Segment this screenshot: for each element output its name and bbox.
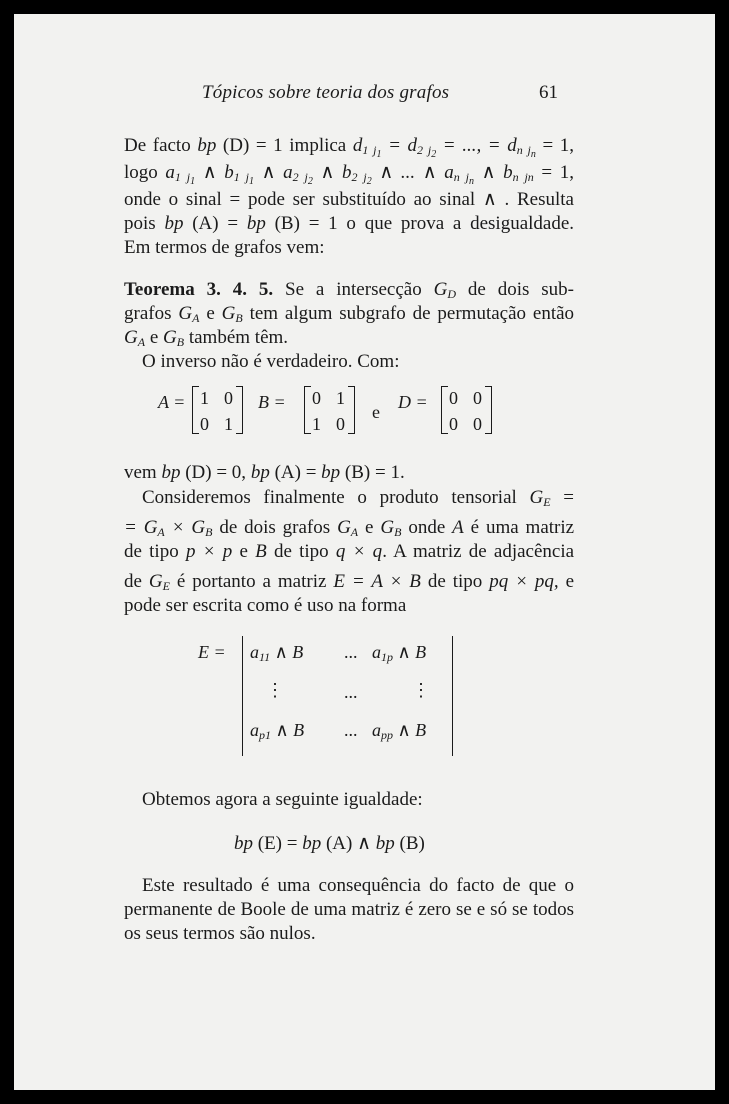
theorem-line4: O inverso não é verdadeiro. Com: bbox=[142, 351, 400, 372]
para1-line1: De facto bp (D) = 1 implica $d_{1 j_1} = d_{2 j_2}$ = ..., = $d_{n j_n} = 1$, bbox=[124, 135, 575, 160]
matrix-b-cell: 1 bbox=[336, 388, 345, 408]
para4-line1: Este resultado é uma consequência do facto de que o bbox=[142, 875, 574, 896]
para1-line4: pois bp (A) = bp (B) = 1 o que prova a desigualdade. bbox=[124, 213, 575, 234]
matrix-e-cell-31: $a_{p1}$ ∧ B bbox=[250, 720, 305, 742]
matrix-d-cell: 0 bbox=[473, 388, 482, 408]
matrix-a-left-bracket bbox=[192, 386, 199, 434]
matrix-a-right-bracket bbox=[236, 386, 243, 434]
para2-line6: pode ser escrita como é uso na forma bbox=[124, 595, 407, 616]
matrix-e-cell-23: ⋮ bbox=[412, 680, 430, 700]
matrix-b-label: B = bbox=[258, 392, 286, 412]
matrix-d-left-bracket bbox=[441, 386, 448, 434]
para1-line3: onde o sinal = pode ser substituído ao sinal ∧ . Resulta bbox=[124, 189, 574, 210]
matrix-d-cell: 0 bbox=[449, 414, 458, 434]
para3-line1: Obtemos agora a seguinte igualdade: bbox=[142, 789, 423, 810]
matrix-a-cell: 0 bbox=[224, 388, 233, 408]
matrix-a-cell: 1 bbox=[200, 388, 209, 408]
matrix-d-label: D = bbox=[398, 392, 428, 412]
para1-line2: logo $a_{1 j_1}$ ∧ $b_{1 j_1}$ ∧ $a_{2 j_2}$ ∧ $b_{2 j_2}$ ∧ ... ∧ $a_{n j_n}$ ∧ $b_{n jn} = 1$, bbox=[124, 162, 575, 187]
matrix-b-left-bracket bbox=[304, 386, 311, 434]
running-header-title: Tópicos sobre teoria dos grafos bbox=[202, 82, 450, 103]
matrix-b-cell: 0 bbox=[312, 388, 321, 408]
matrix-a-cell: 0 bbox=[200, 414, 209, 434]
matrix-d-cell: 0 bbox=[449, 388, 458, 408]
theorem-line2: grafos $G_A$ e $G_B$ tem algum subgrafo de permutação então bbox=[124, 303, 575, 325]
matrix-a-cell: 1 bbox=[224, 414, 233, 434]
matrix-e-right-bar bbox=[452, 636, 453, 756]
para2-line3: = $G_A \times G_B$ de dois grafos $G_A$ e $G_B$ onde A é uma matriz bbox=[124, 517, 575, 539]
matrix-e-label: E = bbox=[198, 642, 226, 662]
para2-line4: de tipo p × p e B de tipo q × q. A matriz de adjacência bbox=[124, 541, 575, 562]
page-number: 61 bbox=[539, 82, 558, 103]
para1-line5: Em termos de grafos vem: bbox=[124, 237, 325, 258]
para2-line1: vem bp (D) = 0, bp (A) = bp (B) = 1. bbox=[124, 462, 405, 483]
matrix-e-cell-21: ⋮ bbox=[266, 680, 284, 700]
equation-bp: bp (E) = bp (A) ∧ bp (B) bbox=[234, 833, 425, 854]
matrix-b-cell: 0 bbox=[336, 414, 345, 434]
matrix-e-cell-11: $a_{11}$ ∧ B bbox=[250, 642, 304, 664]
matrix-e-cell-22: ... bbox=[344, 682, 358, 702]
matrix-e-cell-12: ... bbox=[344, 642, 358, 662]
matrix-b-right-bracket bbox=[348, 386, 355, 434]
para2-line2: Consideremos finalmente o produto tensorial $G_E$ = bbox=[142, 487, 574, 509]
matrix-b-cell: 1 bbox=[312, 414, 321, 434]
theorem-line3: $G_A$ e $G_B$ também têm. bbox=[124, 327, 289, 349]
matrix-d-right-bracket bbox=[485, 386, 492, 434]
matrix-a-label: A = bbox=[158, 392, 186, 412]
para4-line2: permanente de Boole de uma matriz é zero se e só se todos bbox=[124, 899, 574, 920]
para4-line3: os seus termos são nulos. bbox=[124, 923, 316, 944]
theorem-line1: Teorema 3. 4. 5. Se a intersecção $G_D$ de dois sub- bbox=[124, 279, 574, 301]
para2-line5: de $G_E$ é portanto a matriz E = A × B de tipo pq × pq, e bbox=[124, 571, 575, 593]
book-page bbox=[14, 14, 715, 1090]
matrix-d-cell: 0 bbox=[473, 414, 482, 434]
matrix-e-cell-13: $a_{1p}$ ∧ B bbox=[372, 642, 427, 664]
matrix-e-left-bar bbox=[242, 636, 243, 756]
conjunction-e: e bbox=[372, 402, 380, 422]
matrix-e-cell-32: ... bbox=[344, 720, 358, 740]
matrix-e-cell-33: $a_{pp}$ ∧ B bbox=[372, 720, 427, 742]
